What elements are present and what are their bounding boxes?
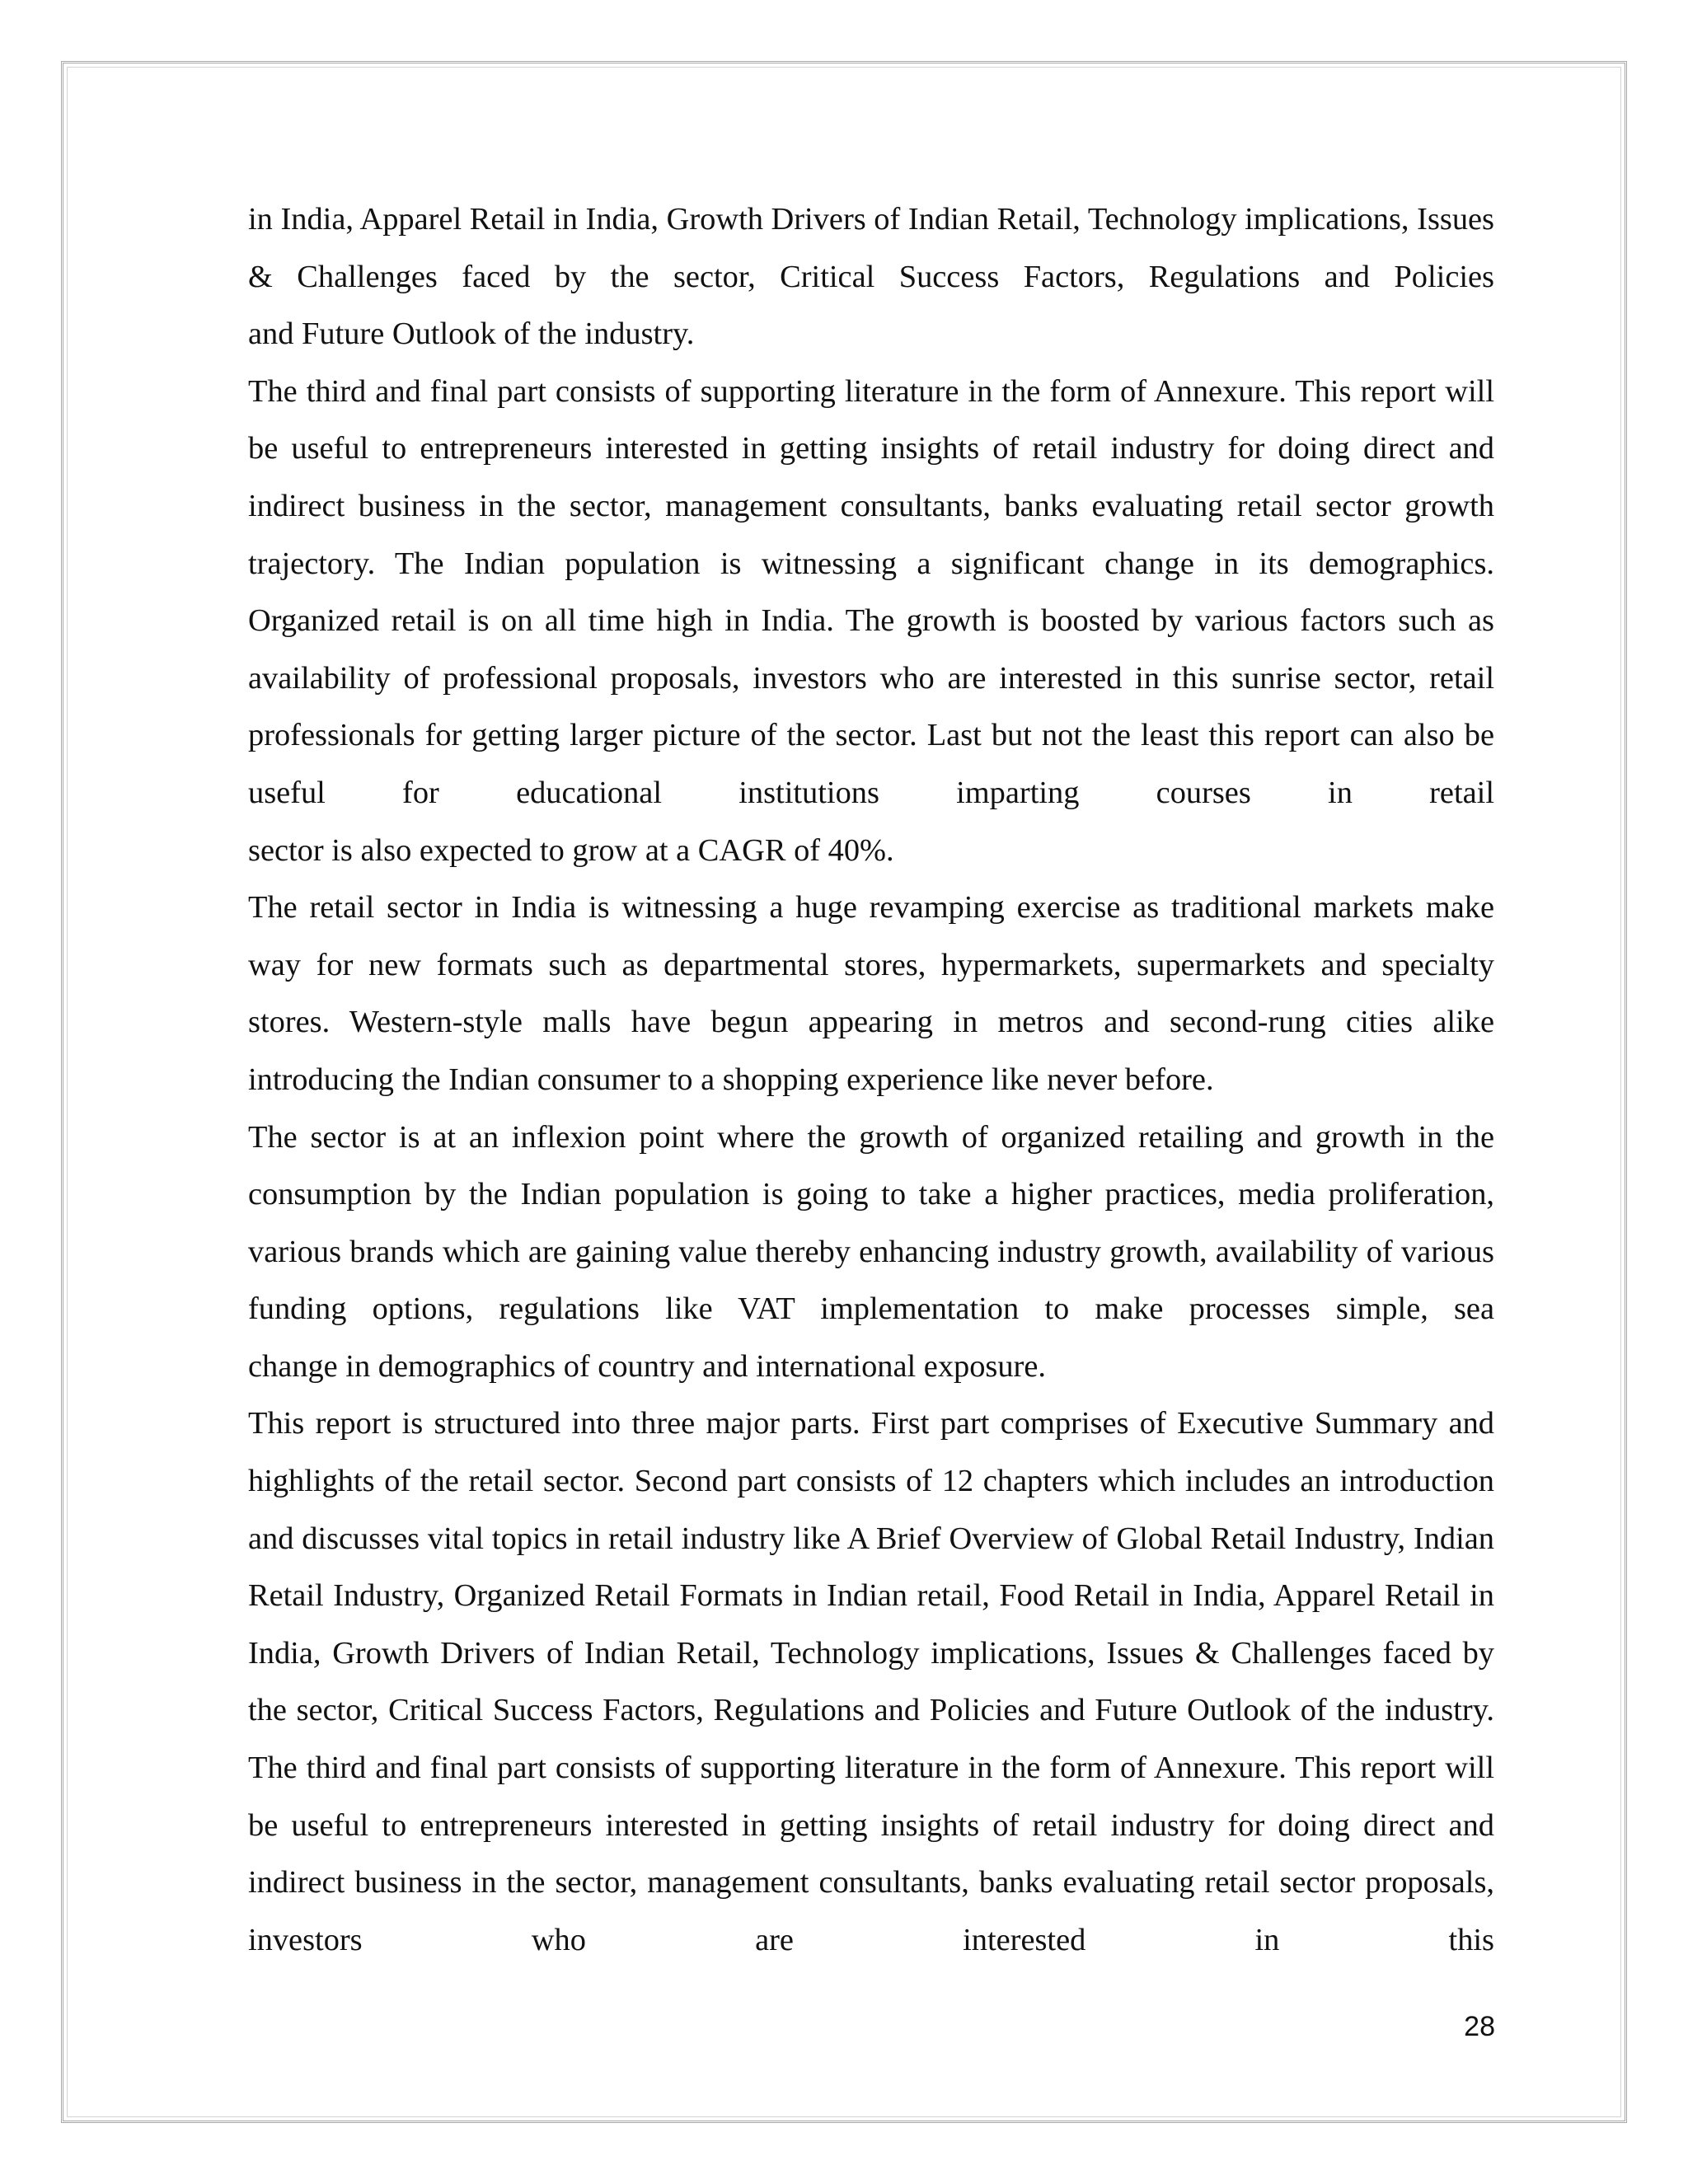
text-line: various funding options, regulations like VAT implementation to make processes simple, sea (248, 1234, 1494, 1327)
paragraph-4-end (248, 1338, 1494, 1396)
text-line: The third and final part consists of supporting literature in the form of Annexure. This report (248, 373, 1446, 409)
paragraph-1 (248, 191, 1494, 306)
text-line: consultants, banks evaluating retail sector proposals, investors who are interested in this (248, 1865, 1494, 1957)
text-line: way for new formats such as departmental stores, hypermarkets, supermarkets and specialty (248, 947, 1494, 982)
text-line: least this report can also be useful for educational institutions imparting courses in retail (248, 718, 1494, 810)
text-line: and Future Outlook of the industry. The third and final part consists of supporting literature (248, 1693, 1494, 1786)
text-line: sunrise sector, retail professionals for getting larger picture of the sector. Last but not the (248, 660, 1494, 753)
text-line: consumption by the Indian population is going to take a higher practices, media proliferation, (248, 1177, 1494, 1212)
paragraph-4 (248, 1109, 1494, 1338)
text-line: and Future Outlook of the industry. (248, 316, 695, 352)
text-line: insights of retail industry for doing direct and indirect business in the sector, management (248, 1807, 1494, 1900)
text-line: This report is structured into three major parts. First part comprises of Executive Summary (248, 1406, 1449, 1441)
text-line: introducing the Indian consumer to a shopping experience like never before. (248, 1062, 1214, 1097)
text-line: in the form of Annexure. This report will be useful to entrepreneurs interested in getting (248, 1750, 1494, 1843)
text-line: will be useful to entrepreneurs interested in getting insights of retail industry for doing direct (248, 373, 1494, 466)
paragraph-5 (248, 1395, 1494, 1969)
paragraph-3-end (248, 1052, 1494, 1109)
text-line: factors such as availability of professional proposals, investors who are interested in this (248, 603, 1494, 696)
text-line: various brands which are gaining value thereby enhancing industry growth, availability of (248, 1234, 1401, 1269)
text-line: The retail sector in India is witnessing a huge revamping exercise as traditional markets make (248, 890, 1494, 926)
text-line: and indirect business in the sector, management consultants, banks evaluating retail sector (248, 431, 1494, 523)
text-line: and highlights of the retail sector. Second part consists of 12 chapters which includes an (248, 1406, 1494, 1499)
text-line: in India, Apparel Retail in India, Growth Drivers of Indian Retail, Technology implications, (248, 202, 1418, 237)
paragraph-2 (248, 363, 1494, 823)
text-line: sector is also expected to grow at a CAGR of 40%. (248, 832, 894, 868)
text-line: The sector is at an inflexion point where the growth of organized retailing and growth in the (248, 1119, 1494, 1155)
text-line: Issues & Challenges faced by the sector, Critical Success Factors, Regulations and Policies (248, 1635, 1494, 1728)
body-text (248, 191, 1494, 1969)
text-line: introduction and discusses vital topics in retail industry like A Brief Overview of Global (248, 1464, 1494, 1556)
text-line: Issues & Challenges faced by the sector, Critical Success Factors, Regulations and Policies (248, 202, 1494, 294)
paragraph-3 (248, 879, 1494, 1052)
page-number: 28 (1464, 2011, 1495, 2042)
paragraph-1-end (248, 306, 1494, 363)
text-line: Retail Industry, Indian Retail Industry, Organized Retail Formats in Indian retail, Food Retail (248, 1521, 1495, 1614)
text-line: growth trajectory. The Indian population is witnessing a significant change in its (248, 488, 1494, 581)
paragraph-2-end (248, 823, 1494, 880)
text-line: demographics. Organized retail is on all time high in India. The growth is boosted by various (248, 546, 1494, 639)
text-line: stores. Western-style malls have begun appearing in metros and second-rung cities alike (248, 1005, 1494, 1040)
text-line: in India, Apparel Retail in India, Growth Drivers of Indian Retail, Technology implications, (248, 1578, 1494, 1671)
text-line: change in demographics of country and international exposure. (248, 1348, 1046, 1384)
